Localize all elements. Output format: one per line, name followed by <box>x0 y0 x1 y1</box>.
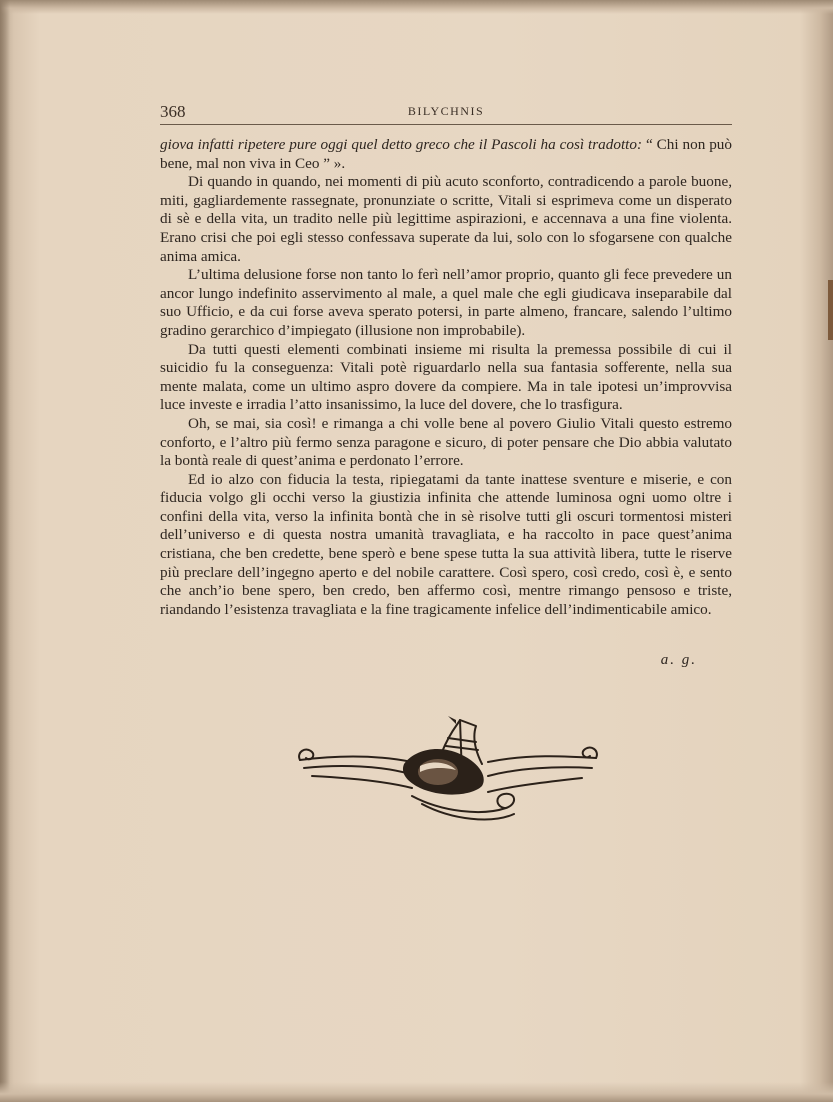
paragraph-5: Oh, se mai, sia così! e rimanga a chi volle bene al povero Giulio Vitali questo estremo conforto, e l’altro più fermo senza paragone e sicuro, di poter pensare che Dio abbia valutato la bontà reale di quest’anima e perdonato l’errore. <box>160 414 732 470</box>
ship-on-waves-icon <box>292 716 604 828</box>
page-tab-marker <box>828 280 833 340</box>
running-title: BILYCHNIS <box>407 104 485 118</box>
spine-shadow <box>0 0 10 1102</box>
paragraph-2: Di quando in quando, nei momenti di più acuto sconforto, contradicendo a parole buone, miti, gagliardemente rassegnate, pronunziate o scritte, Vitali si esprimeva come un disperato di sè e della vita, un tradito nelle più legittime aspirazioni, e accennava a una fine violenta. Erano crisi che poi egli stesso confessava superate da lui, solo con lo sfogarsene con qualche anima amica. <box>160 173 732 265</box>
paragraph-1 <box>160 136 732 173</box>
paragraph-4: Da tutti questi elementi combinati insieme mi risulta la premessa possibile di cui il suicidio fu la conseguenza: Vitali potè riguardarlo nella sua fantasia sofferente, nella sua mente malata, come un ultimo aspro dovere da compiere. Ma in tale ipotesi un’improvvisa luce investe e irradia l’atto insanissimo, la luce del dovere, che lo trasfigura. <box>160 340 732 414</box>
paragraph-1-italic: giova infatti ripetere pure oggi quel detto greco che il Pascoli ha così tradotto: <box>160 136 643 153</box>
page-number: 368 <box>160 102 186 121</box>
paragraph-6: Ed io alzo con fiducia la testa, ripiegatami da tante inattese sventure e miserie, e con fiducia volgo gli occhi verso la giustizia infinita che attende luminosa ogni uomo oltre i confini della vita, verso la infinita bontà che in sè risolve tutti gli oscuri tormentosi misteri dell’universo e di questa nostra umanità travagliata, e ha raccolto in pace quest’anima cristiana, che ben credette, bene sperò e bene spese tutta la sua attività libera, tutte le riserve più preclare dell’ingegno aperto e del nobile carattere. Così spero, così credo, così è, e sento che anch’io bene spero, ben credo, ben affermo così, mentre rimango pensoso e triste, riandando l’esistenza travagliata e la fine tragicamente infelice dell’indimenticabile amico. <box>160 470 732 618</box>
author-initials: a. g. <box>660 652 697 668</box>
page-header <box>160 100 732 125</box>
page-edge-bottom <box>0 1082 833 1102</box>
paragraph-1-rest: “ Chi non può bene, mal non viva in Ceo ” ». <box>160 136 732 172</box>
page-edge-top <box>0 0 833 14</box>
article-body <box>160 136 732 619</box>
paragraph-3: L’ultima delusione forse non tanto lo ferì nell’amor proprio, quanto gli fece prevedere un ancor lungo indefinito asservimento al male, a quel male che egli giudicava inseparabile dal suo Ufficio, e da cui forse aveva sperato potersi, in parte almeno, francare, salendo l’ultimo gradino gerarchico d’impiegato (illusione non improbabile). <box>160 266 732 339</box>
